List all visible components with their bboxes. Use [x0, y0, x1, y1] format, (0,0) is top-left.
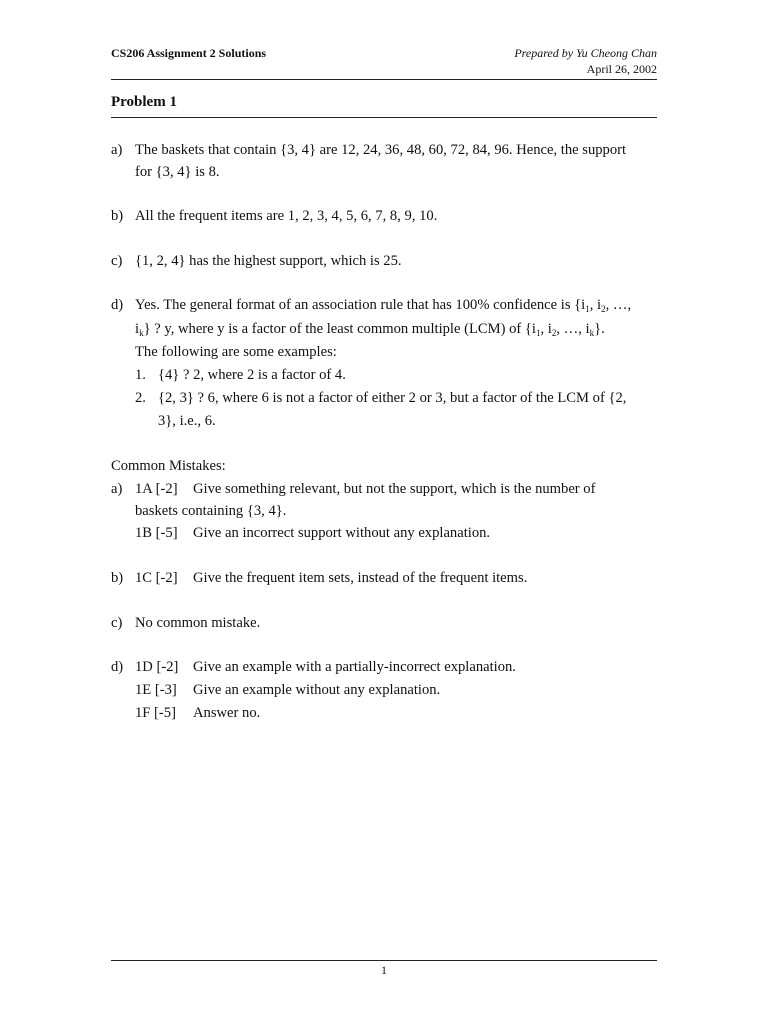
mistakes-c-text: No common mistake.	[135, 615, 261, 631]
mistake-1e-code: 1E [-3]	[135, 682, 177, 698]
answer-d-line3: The following are some examples:	[135, 344, 337, 360]
answer-c-line1: {1, 2, 4} has the highest support, which is 25.	[135, 253, 402, 269]
mistake-1b-code: 1B [-5]	[135, 525, 178, 541]
footer-rule	[111, 960, 657, 961]
example-2-continuation: 3}, i.e., 6.	[158, 413, 216, 429]
header-rule	[111, 79, 657, 80]
example-1-number: 1.	[135, 367, 146, 383]
mistake-1a-code: 1A [-2]	[135, 481, 178, 497]
mistake-1a-text: Give something relevant, but not the support, which is the number of	[193, 481, 596, 497]
answer-b-line1: All the frequent items are 1, 2, 3, 4, 5, 6, 7, 8, 9, 10.	[135, 208, 438, 224]
answer-b-label: b)	[111, 208, 124, 224]
mistake-1c-code: 1C [-2]	[135, 570, 178, 586]
answer-d-line2: $i_k$} ? y, where y is a factor of the least common multiple (LCM) of {$i_1$, $i_2$, …, $i_k$}.	[135, 321, 605, 338]
page-number: 1	[381, 963, 387, 977]
course-title: CS206 Assignment 2 Solutions	[111, 46, 267, 60]
mistake-1f-code: 1F [-5]	[135, 705, 176, 721]
answer-a-line2: for {3, 4} is 8.	[135, 164, 220, 180]
answer-d-line1: Yes. The general format of an association rule that has 100% confidence is {$i_1$, $i_2$, …,	[135, 297, 632, 314]
common-mistakes-heading: Common Mistakes:	[111, 458, 226, 474]
example-2-number: 2.	[135, 390, 146, 406]
example-1-text: {4} ? 2, where 2 is a factor of 4.	[158, 367, 346, 383]
mistake-1b-text: Give an incorrect support without any explanation.	[193, 525, 491, 541]
mistake-1a-continuation: baskets containing {3, 4}.	[135, 503, 287, 519]
answer-a-label: a)	[111, 142, 123, 158]
answer-d-label: d)	[111, 297, 124, 313]
mistakes-c-label: c)	[111, 615, 123, 631]
answer-c-label: c)	[111, 253, 123, 269]
mistake-1e-text: Give an example without any explanation.	[193, 682, 441, 698]
document-date: April 26, 2002	[586, 62, 657, 76]
example-2-text: {2, 3} ? 6, where 6 is not a factor of either 2 or 3, but a factor of the LCM of {2,	[158, 390, 627, 406]
mistake-1c-text: Give the frequent item sets, instead of the frequent items.	[193, 570, 528, 586]
mistakes-b-label: b)	[111, 570, 124, 586]
problem-title: Problem 1	[111, 94, 177, 110]
answer-a-line1: The baskets that contain {3, 4} are 12, 24, 36, 48, 60, 72, 84, 96. Hence, the support	[135, 142, 627, 158]
mistakes-d-label: d)	[111, 659, 124, 675]
mistakes-a-label: a)	[111, 481, 123, 497]
title-rule	[111, 117, 657, 118]
mistake-1f-text: Answer no.	[193, 705, 261, 721]
prepared-by: Prepared by Yu Cheong Chan	[514, 46, 657, 60]
mistake-1d-text: Give an example with a partially-incorrect explanation.	[193, 659, 516, 675]
mistake-1d-code: 1D [-2]	[135, 659, 179, 675]
